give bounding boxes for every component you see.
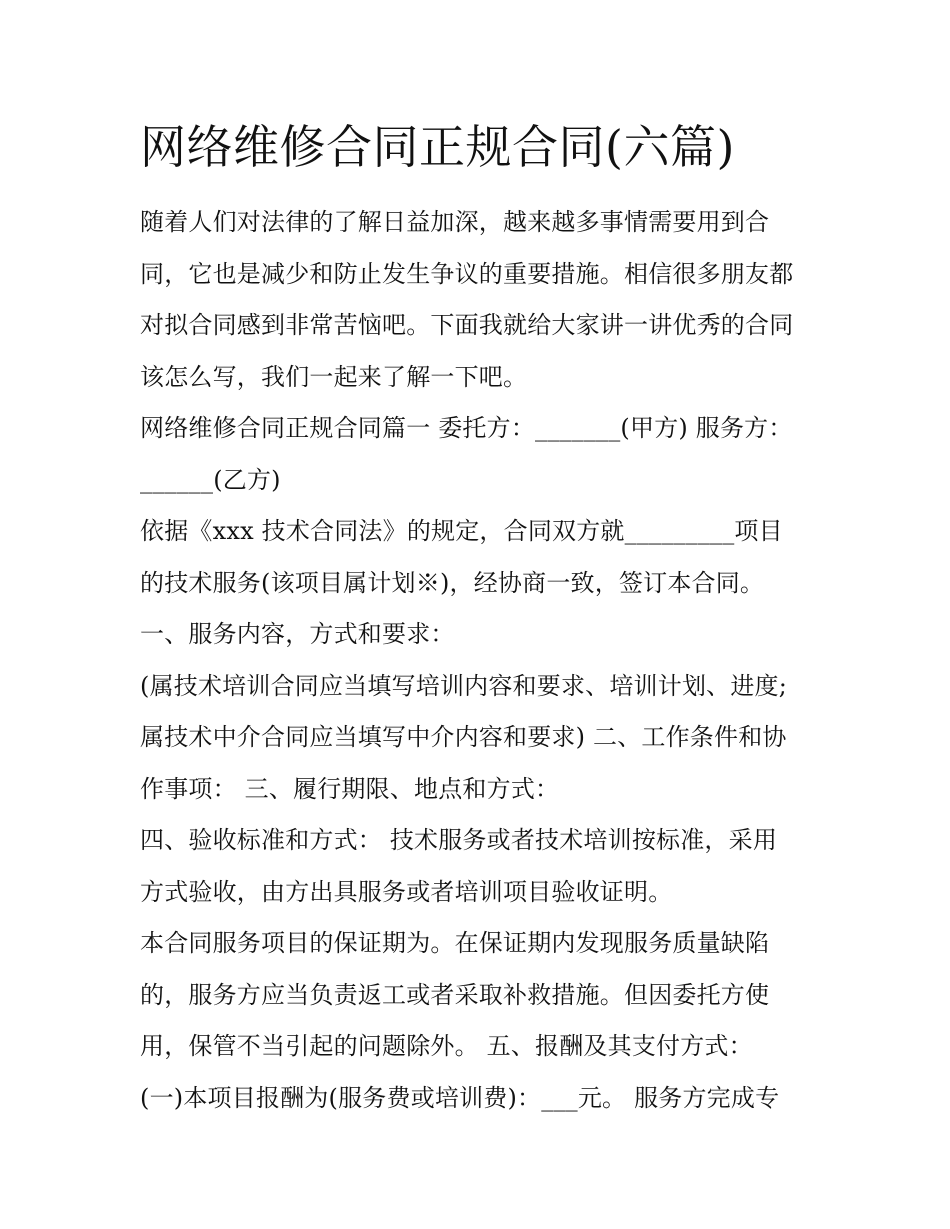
body-line: 用，保管不当引起的问题除外。 五、报酬及其支付方式： [140, 1032, 753, 1060]
body-line: ______(乙方) [140, 465, 281, 494]
body-line: (属技术培训合同应当填写培训内容和要求、培训计划、进度; [140, 671, 788, 700]
body-line: 的技术服务(该项目属计划※)，经协商一致，签订本合同。 [140, 568, 765, 597]
body-line: 方式验收，由方出具服务或者培训项目验收证明。 [140, 877, 673, 906]
body-line: 属技术中介合同应当填写中介内容和要求) 二、工作条件和协 [140, 723, 787, 751]
body-line: 随着人们对法律的了解日益加深，越来越多事情需要用到合 [140, 208, 770, 236]
body-line: 一、服务内容，方式和要求： [140, 620, 455, 648]
body-line: 对拟合同感到非常苦恼吧。下面我就给大家讲一讲优秀的合同 [140, 311, 794, 339]
body-line: 同，它也是减少和防止发生争议的重要措施。相信很多朋友都 [140, 259, 794, 288]
body-line: 依据《xxx 技术合同法》的规定，合同双方就_________项目 [140, 517, 783, 545]
body-line: 本合同服务项目的保证期为。在保证期内发现服务质量缺陷 [140, 929, 770, 957]
body-line: 该怎么写，我们一起来了解一下吧。 [140, 362, 528, 391]
body-line: 作事项： 三、履行期限、地点和方式： [140, 774, 560, 803]
document-title: 网络维修合同正规合同(六篇) [140, 120, 735, 174]
body-line: 四、验收标准和方式： 技术服务或者技术培训按标准，采用 [140, 826, 778, 854]
body-line: 的，服务方应当负责返工或者采取补救措施。但因委托方使 [140, 980, 770, 1009]
document-body [140, 197, 820, 1124]
body-line: (一)本项目报酬为(服务费或培训费)：___元。 服务方完成专 [140, 1083, 780, 1112]
body-line: 网络维修合同正规合同篇一 委托方：_______(甲方) 服务方： [140, 414, 793, 442]
